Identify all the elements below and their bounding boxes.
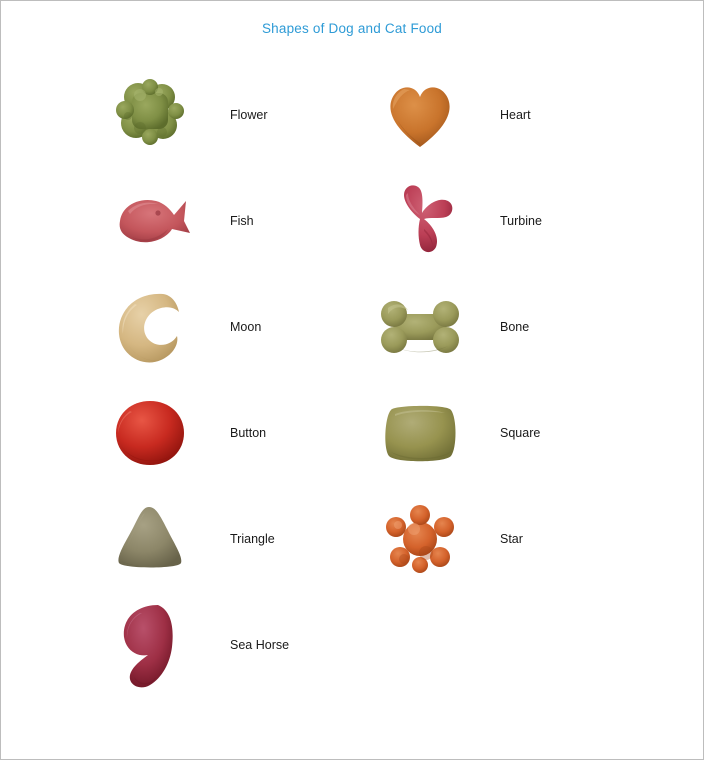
heart-kibble-icon bbox=[360, 62, 480, 168]
shape-item-button bbox=[90, 380, 350, 486]
shape-item-sea-horse bbox=[90, 592, 350, 698]
shape-item-bone bbox=[360, 274, 630, 380]
shape-label: Moon bbox=[230, 320, 262, 334]
shape-label: Bone bbox=[500, 320, 530, 334]
shape-label: Triangle bbox=[230, 532, 275, 546]
shape-label: Turbine bbox=[500, 214, 542, 228]
shape-item-triangle bbox=[90, 486, 350, 592]
shape-label: Button bbox=[230, 426, 267, 440]
shape-item-moon bbox=[90, 274, 350, 380]
sea-horse-kibble-icon bbox=[90, 592, 210, 698]
grid-row bbox=[0, 274, 704, 380]
shape-item-heart bbox=[360, 62, 630, 168]
turbine-kibble-icon bbox=[360, 168, 480, 274]
grid-row bbox=[0, 486, 704, 592]
shape-item-square bbox=[360, 380, 630, 486]
square-kibble-icon bbox=[360, 380, 480, 486]
page-title: Shapes of Dog and Cat Food bbox=[261, 21, 443, 36]
flower-kibble-icon bbox=[90, 62, 210, 168]
shape-label: Sea Horse bbox=[230, 638, 290, 652]
shape-item-fish bbox=[90, 168, 350, 274]
shape-label: Flower bbox=[230, 108, 268, 122]
bone-kibble-icon bbox=[360, 274, 480, 380]
shape-item-turbine bbox=[360, 168, 630, 274]
fish-kibble-icon bbox=[90, 168, 210, 274]
shape-item-star bbox=[360, 486, 630, 592]
triangle-kibble-icon bbox=[90, 486, 210, 592]
shape-grid bbox=[0, 62, 704, 698]
shape-label: Square bbox=[500, 426, 541, 440]
grid-row bbox=[0, 62, 704, 168]
button-kibble-icon bbox=[90, 380, 210, 486]
shape-label: Fish bbox=[230, 214, 254, 228]
grid-row bbox=[0, 380, 704, 486]
shape-item-flower bbox=[90, 62, 350, 168]
grid-row bbox=[0, 592, 704, 698]
moon-kibble-icon bbox=[90, 274, 210, 380]
shape-label: Heart bbox=[500, 108, 531, 122]
shape-label: Star bbox=[500, 532, 523, 546]
grid-row bbox=[0, 168, 704, 274]
star-kibble-icon bbox=[360, 486, 480, 592]
